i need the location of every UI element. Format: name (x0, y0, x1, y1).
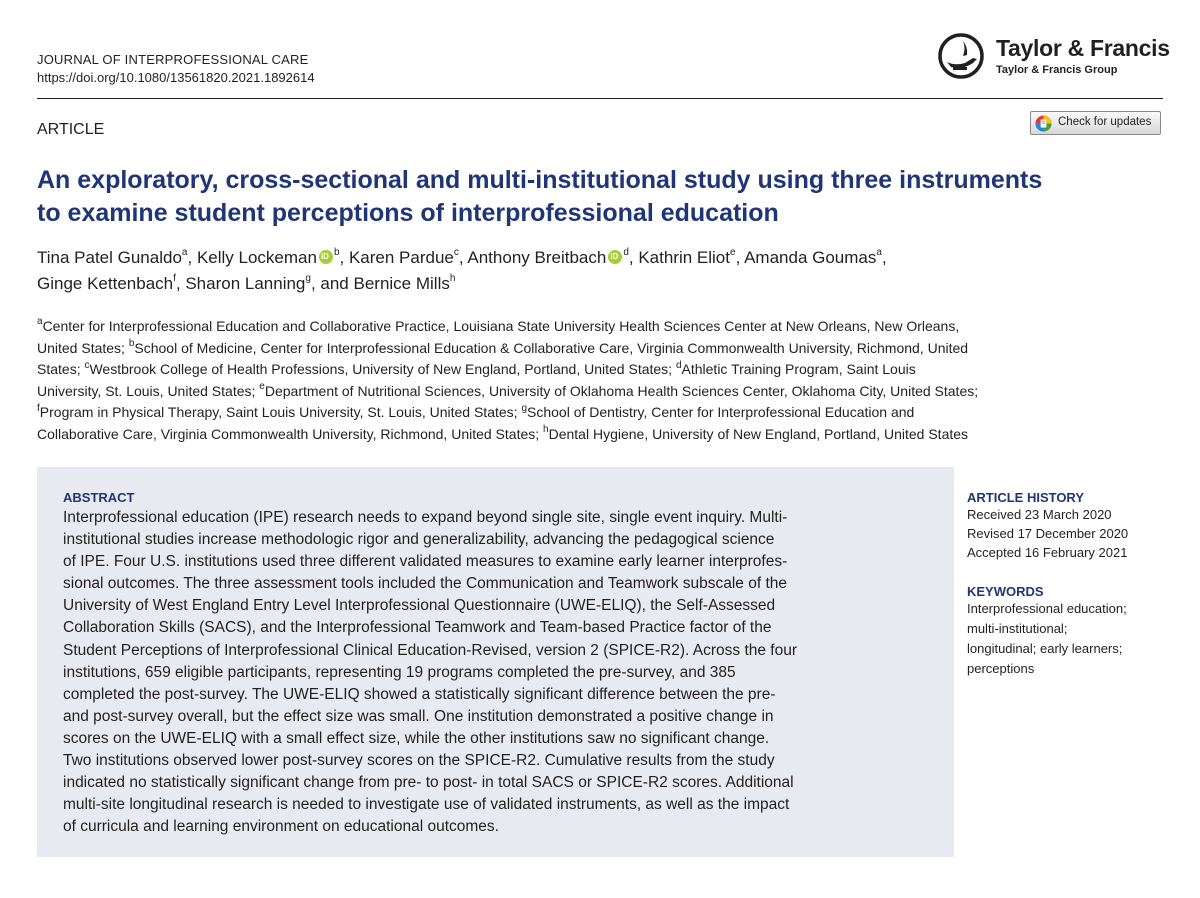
affiliation-text: Athletic Training Program, Saint Louis (681, 361, 916, 378)
keyword-line: perceptions (967, 661, 1035, 676)
author-affiliation-marker: f (173, 273, 176, 285)
affiliations (37, 316, 1165, 446)
author-name[interactable]: Amanda Goumas (744, 248, 877, 267)
affiliation-marker: a (37, 316, 43, 328)
keyword-list (967, 599, 1172, 679)
author-affiliation-marker: c (453, 247, 459, 259)
crossmark-icon (1035, 115, 1052, 132)
journal-name: JOURNAL OF INTERPROFESSIONAL CARE (37, 52, 309, 67)
affiliation-marker: e (259, 381, 265, 393)
author-separator: , (339, 248, 349, 267)
author-separator: , (458, 248, 468, 267)
author-name[interactable]: Sharon Lanning (185, 274, 306, 293)
abstract-line: scores on the UWE-ELIQ with a small effect size, while the other institutions saw no significant change. (63, 729, 770, 747)
affiliation-text: Dental Hygiene, University of New England, Portland, United States (548, 425, 969, 442)
author-name[interactable]: Ginge Kettenbach (37, 274, 174, 293)
author-name[interactable]: Kelly Lockeman (196, 248, 317, 267)
author-list (37, 245, 1177, 297)
author-affiliation-marker: e (730, 247, 736, 259)
affiliation-line (37, 424, 1165, 446)
affiliation-line (37, 316, 1165, 338)
publisher-logo (937, 32, 1170, 82)
abstract-line: Two institutions observed lower post-survey scores on the SPICE-R2. Cumulative results from the study (63, 752, 775, 770)
article-title (37, 164, 1177, 230)
title-line: to examine student perceptions of interprofessional education (37, 199, 779, 227)
author-separator: , (628, 248, 639, 267)
abstract-line: University of West England Entry Level Interprofessional Questionnaire (UWE-ELIQ), the Self-Assessed (63, 597, 776, 615)
author-affiliation-marker: a (181, 247, 188, 259)
keyword-line: longitudinal; early learners; (967, 641, 1123, 656)
article-type-label: ARTICLE (37, 121, 105, 138)
affiliation-marker: b (128, 337, 135, 349)
affiliation-line (37, 338, 1165, 360)
author-separator: , (735, 248, 745, 267)
abstract-line: multi-site longitudinal research is needed to investigate use of validated instruments, as well as the impact (63, 796, 790, 814)
author-line (37, 271, 1177, 297)
author-affiliation-marker: a (876, 247, 882, 259)
abstract-text (63, 507, 929, 838)
affiliation-text: Collaborative Care, Virginia Commonwealth University, Richmond, United States; (37, 425, 544, 442)
abstract-line: institutions, 659 eligible participants, representing 19 programs completed the pre-survey, and 385 (63, 663, 736, 681)
affiliation-text: Westbrook College of Health Professions, University of New England, Portland, United States; (89, 361, 676, 378)
affiliation-text: University, St. Louis, United States; (37, 382, 260, 399)
publisher-name: Taylor & Francis (996, 35, 1170, 61)
affiliation-marker: g (521, 402, 528, 414)
header-divider (37, 98, 1163, 99)
author-name[interactable]: Tina Patel Gunaldo (37, 248, 182, 267)
publisher-group: Taylor & Francis Group (996, 64, 1118, 76)
abstract-heading: ABSTRACT (63, 490, 135, 505)
abstract-line: completed the post-survey. The UWE-ELIQ showed a statistically significant difference between the pre- (63, 685, 776, 703)
author-name[interactable]: Anthony Breitbach (467, 248, 607, 267)
abstract-line: Student Perceptions of Interprofessional Clinical Education-Revised, version 2 (SPICE-R2). Across the four (63, 641, 798, 659)
received-date: Received 23 March 2020 (967, 507, 1112, 522)
abstract-line: sional outcomes. The three assessment tools included the Communication and Teamwork subscale of the (63, 575, 788, 593)
affiliation-text: Department of Nutritional Sciences, University of Oklahoma Health Sciences Center, Oklahoma City, United States; (264, 382, 979, 399)
affiliation-text: Program in Physical Therapy, Saint Louis University, St. Louis, United States; (39, 404, 522, 421)
author-affiliation-marker: d (623, 247, 629, 259)
author-affiliation-marker: g (305, 273, 311, 285)
author-name[interactable]: Bernice Mills (353, 274, 450, 293)
author-affiliation-marker: h (449, 273, 456, 285)
title-line: An exploratory, cross-sectional and multi-institutional study using three instruments (37, 166, 1043, 194)
author-name[interactable]: Karen Pardue (348, 248, 454, 267)
affiliation-text: Center for Interprofessional Education and Collaborative Practice, Louisiana State University Health Sciences Center at New Orleans, New Orleans, (42, 318, 960, 334)
affiliation-marker: d (675, 359, 682, 371)
accepted-date: Accepted 16 February 2021 (967, 545, 1128, 560)
doi-link[interactable]: https://doi.org/10.1080/13561820.2021.1892614 (37, 70, 315, 85)
check-for-updates-label: Check for updates (1058, 116, 1152, 128)
abstract-line: Interprofessional education (IPE) research needs to expand beyond single site, single event inquiry. Multi- (63, 509, 788, 526)
affiliation-text: School of Dentistry, Center for Interprofessional Education and (527, 404, 915, 421)
abstract-line: institutional studies increase methodologic rigor and generalizability, advancing the pedagogical science (63, 531, 775, 549)
affiliation-line (37, 359, 1165, 381)
abstract-line: and post-survey overall, but the effect size was small. One institution demonstrated a positive change in (63, 707, 774, 725)
lamp-logo-icon (937, 32, 989, 80)
affiliation-marker: h (543, 424, 549, 436)
affiliation-text: United States; (37, 339, 129, 356)
author-affiliation-marker: b (333, 247, 340, 259)
revised-date: Revised 17 December 2020 (967, 526, 1129, 541)
abstract-line: of curricula and learning environment on educational outcomes. (63, 818, 499, 836)
check-for-updates-button[interactable] (1030, 111, 1161, 135)
affiliation-text: School of Medicine, Center for Interprofessional Education & Collaborative Care, Virginia Commonwealth University, Richmond, United (134, 339, 969, 356)
author-separator: , and (310, 274, 354, 293)
keywords (967, 584, 1172, 679)
author-separator: , (881, 248, 887, 267)
author-name[interactable]: Kathrin Eliot (638, 248, 730, 267)
orcid-icon[interactable] (608, 250, 622, 264)
orcid-icon[interactable] (319, 250, 333, 264)
author-line (37, 245, 1177, 271)
abstract-line: Collaboration Skills (SACS), and the Interprofessional Teamwork and Team-based Practice factor of the (63, 619, 772, 637)
affiliation-marker: f (37, 402, 40, 414)
keyword-line: Interprofessional education; (967, 601, 1127, 616)
article-history (967, 490, 1172, 562)
affiliation-line (37, 402, 1165, 424)
article-history-heading: ARTICLE HISTORY (967, 490, 1085, 505)
affiliation-marker: c (84, 359, 90, 371)
abstract-line: of IPE. Four U.S. institutions used three different validated measures to examine early learner interprofes- (63, 553, 788, 571)
keyword-line: multi-institutional; (967, 621, 1068, 636)
abstract-line: indicated no statistically significant change from pre- to post- in total SACS or SPICE-R2 scores. Additional (63, 774, 794, 792)
author-separator: , (187, 248, 197, 267)
author-separator: , (175, 274, 186, 293)
keywords-heading: KEYWORDS (967, 584, 1044, 599)
affiliation-line (37, 381, 1165, 403)
affiliation-text: States; (37, 361, 85, 378)
